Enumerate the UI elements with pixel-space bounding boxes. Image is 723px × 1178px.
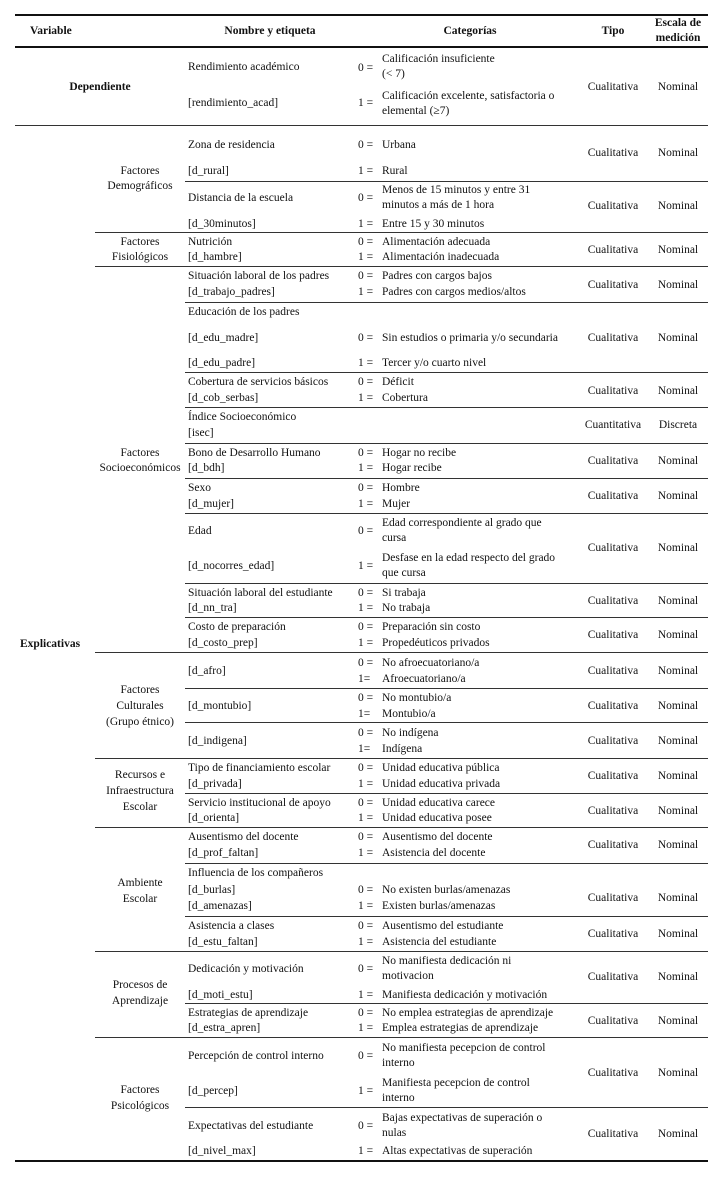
category: Manifiesta dedicación y motivación	[382, 989, 548, 1001]
row-label: [d_trabajo_padres]	[188, 286, 275, 298]
category: Manifiesta pecepcion de control	[382, 1077, 530, 1089]
rule	[185, 1003, 708, 1004]
row-label: [d_mujer]	[188, 498, 234, 510]
row-name: Costo de preparación	[188, 621, 286, 633]
category: Alimentación adecuada	[382, 236, 491, 248]
category: (< 7)	[382, 68, 405, 80]
escala-cell: Nominal	[657, 735, 699, 747]
row-name: Influencia de los compañeros	[188, 867, 324, 879]
category: Cobertura	[382, 392, 428, 404]
factor-fisiologicos-2: Fisiológicos	[111, 251, 169, 263]
row-label: [d_burlas]	[188, 884, 236, 896]
header-escala: Escala de	[654, 17, 702, 29]
code-1: 1 =	[358, 357, 374, 369]
escala-cell: Nominal	[657, 1015, 699, 1027]
escala-cell: Nominal	[657, 770, 699, 782]
tipo-cell: Cualitativa	[587, 385, 639, 397]
category: Hogar recibe	[382, 462, 442, 474]
row-name: Cobertura de servicios básicos	[188, 376, 329, 388]
rule	[185, 443, 708, 444]
escala-cell: Nominal	[657, 244, 699, 256]
code-1: 1 =	[358, 286, 374, 298]
factor-culturales-3: (Grupo étnico)	[105, 716, 175, 728]
code-0: 0 =	[358, 797, 374, 809]
code-0: 0 =	[358, 376, 374, 388]
row-label: [d_edu_padre]	[188, 357, 256, 369]
category: Hombre	[382, 482, 420, 494]
category: Unidad educativa posee	[382, 812, 492, 824]
row-label: [d_costo_prep]	[188, 637, 258, 649]
rule	[185, 617, 708, 618]
row-label: [d_orienta]	[188, 812, 240, 824]
tipo-cell: Cualitativa	[587, 1128, 639, 1140]
code-1: 1 =	[358, 778, 374, 790]
code-1: 1 =	[358, 1085, 374, 1097]
code-1: 1 =	[358, 847, 374, 859]
category: Padres con cargos bajos	[382, 270, 492, 282]
category: No trabaja	[382, 602, 431, 614]
code-0: 0 =	[358, 920, 374, 932]
code-1: 1 =	[358, 97, 374, 109]
row-name: Servicio institucional de apoyo	[188, 797, 331, 809]
factor-recursos-2: Infraestructura	[106, 785, 174, 797]
tipo-cell: Cualitativa	[587, 542, 639, 554]
rule	[95, 758, 708, 759]
factor-culturales: Factores	[120, 684, 160, 696]
code-0: 0 =	[358, 332, 374, 344]
row-name: Edad	[188, 525, 212, 537]
category: interno	[382, 1092, 415, 1104]
code-0: 0 =	[358, 831, 374, 843]
category: Asistencia del docente	[382, 847, 486, 859]
factor-procesos-2: Aprendizaje	[111, 995, 169, 1007]
code-1: 1 =	[358, 1145, 374, 1157]
rule	[185, 302, 708, 303]
tipo-cell: Cualitativa	[587, 629, 639, 641]
category: Padres con cargos medios/altos	[382, 286, 526, 298]
row-name: Ausentismo del docente	[188, 831, 299, 843]
row-label: [d_prof_faltan]	[188, 847, 259, 859]
category: nulas	[382, 1127, 407, 1139]
category: Hogar no recibe	[382, 447, 457, 459]
row-label: [d_nocorres_edad]	[188, 560, 275, 572]
code-1: 1 =	[358, 602, 374, 614]
factor-demograficos-2: Demográficos	[107, 180, 173, 192]
code-1: 1 =	[358, 165, 374, 177]
row-label: [d_moti_estu]	[188, 989, 253, 1001]
category: Preparación sin costo	[382, 621, 481, 633]
row-label: [d_nivel_max]	[188, 1145, 256, 1157]
escala-cell: Nominal	[657, 595, 699, 607]
tipo-cell: Cualitativa	[587, 279, 639, 291]
escala-cell: Nominal	[657, 200, 699, 212]
code-1: 1 =	[358, 392, 374, 404]
category: Propedéuticos privados	[382, 637, 490, 649]
category: No indígena	[382, 727, 439, 739]
factor-demograficos: Factores	[120, 165, 160, 177]
rule	[185, 407, 708, 408]
group-explicativas: Explicativas	[20, 638, 81, 650]
code-1: 1 =	[358, 900, 374, 912]
tipo-cell: Cualitativa	[587, 839, 639, 851]
code-1: 1 =	[358, 462, 374, 474]
code-0: 0 =	[358, 270, 374, 282]
code-0: 0 =	[358, 762, 374, 774]
row-label: [d_cob_serbas]	[188, 392, 259, 404]
code-1: 1=	[358, 743, 371, 755]
table-bottom-rule	[15, 1160, 708, 1162]
factor-ambiente: Ambiente	[117, 877, 163, 889]
category: Alimentación inadecuada	[382, 251, 500, 263]
code-1: 1 =	[358, 812, 374, 824]
rule	[185, 513, 708, 514]
row-name: Índice Socioeconómico	[188, 411, 297, 423]
tipo-cell: Cualitativa	[587, 735, 639, 747]
rule	[185, 863, 708, 864]
factor-socioeconomicos-2: Socioeconómicos	[99, 462, 181, 474]
code-0: 0 =	[358, 692, 374, 704]
tipo-cell: Cualitativa	[587, 244, 639, 256]
code-0: 0 =	[358, 963, 374, 975]
header-categorias: Categorías	[443, 25, 497, 37]
escala-cell: Nominal	[657, 542, 699, 554]
code-0: 0 =	[358, 447, 374, 459]
factor-culturales-2: Culturales	[116, 700, 164, 712]
tipo-cell: Cualitativa	[587, 805, 639, 817]
header-escala-2: medición	[655, 32, 701, 44]
row-name: Estrategias de aprendizaje	[188, 1007, 309, 1019]
tipo-cell: Cualitativa	[587, 770, 639, 782]
escala-cell: Discreta	[658, 419, 698, 431]
escala-cell: Nominal	[657, 455, 699, 467]
category: que cursa	[382, 567, 426, 579]
factor-recursos-3: Escolar	[122, 801, 158, 813]
tipo-cell: Cualitativa	[587, 200, 639, 212]
code-0: 0 =	[358, 587, 374, 599]
row-label: [d_edu_madre]	[188, 332, 259, 344]
category: Calificación excelente, satisfactoria o	[382, 90, 555, 102]
tipo-cell: Cualitativa	[587, 892, 639, 904]
category: No existen burlas/amenazas	[382, 884, 511, 896]
escala-cell: Nominal	[657, 490, 699, 502]
row-name: Situación laboral del estudiante	[188, 587, 333, 599]
code-1: 1 =	[358, 989, 374, 1001]
escala-cell: Nominal	[657, 700, 699, 712]
escala-cell: Nominal	[657, 1128, 699, 1140]
tipo-cell: Cualitativa	[587, 1067, 639, 1079]
tipo-cell: Cualitativa	[587, 971, 639, 983]
category: Si trabaja	[382, 587, 426, 599]
tipo-cell: Cualitativa	[587, 332, 639, 344]
code-1: 1 =	[358, 218, 374, 230]
category: Emplea estrategias de aprendizaje	[382, 1022, 539, 1034]
code-1: 1 =	[358, 251, 374, 263]
tipo-cell: Cualitativa	[587, 1015, 639, 1027]
code-0: 0 =	[358, 884, 374, 896]
row-label: [d_percep]	[188, 1085, 238, 1097]
table-top-rule	[15, 14, 708, 16]
escala-cell: Nominal	[657, 839, 699, 851]
category: Edad correspondiente al grado que	[382, 517, 542, 529]
category: Bajas expectativas de superación o	[382, 1112, 543, 1124]
category: minutos a más de 1 hora	[382, 199, 495, 211]
code-1: 1 =	[358, 560, 374, 572]
category: Entre 15 y 30 minutos	[382, 218, 485, 230]
row-label: [d_indigena]	[188, 735, 247, 747]
row-label: [d_nn_tra]	[188, 602, 237, 614]
rule	[95, 652, 708, 653]
row-name: Situación laboral de los padres	[188, 270, 330, 282]
escala-cell: Nominal	[657, 971, 699, 983]
factor-psicologicos-2: Psicológicos	[110, 1100, 170, 1112]
header-nombre: Nombre y etiqueta	[224, 25, 316, 37]
category: Unidad educativa carece	[382, 797, 496, 809]
rule	[95, 1037, 708, 1038]
escala-cell: Nominal	[657, 81, 699, 93]
group-dependiente: Dependiente	[69, 81, 131, 93]
escala-cell: Nominal	[657, 629, 699, 641]
code-0: 0 =	[358, 1007, 374, 1019]
row-name: Expectativas del estudiante	[188, 1120, 314, 1132]
category: No afroecuatoriano/a	[382, 657, 480, 669]
row-label: [rendimiento_acad]	[188, 97, 279, 109]
category: Unidad educativa privada	[382, 778, 501, 790]
row-label: [d_amenazas]	[188, 900, 252, 912]
header-bottom-rule	[15, 46, 708, 48]
factor-procesos: Procesos de	[112, 979, 168, 991]
category: Afroecuatoriano/a	[382, 673, 466, 685]
rule	[185, 583, 708, 584]
row-name: Tipo de financiamiento escolar	[188, 762, 331, 774]
category: interno	[382, 1057, 415, 1069]
category: No montubio/a	[382, 692, 452, 704]
rule	[185, 181, 708, 182]
category: Sin estudios o primaria y/o secundaria	[382, 332, 558, 344]
category: Existen burlas/amenazas	[382, 900, 496, 912]
tipo-cell: Cualitativa	[587, 147, 639, 159]
category: Asistencia del estudiante	[382, 936, 497, 948]
category: Tercer y/o cuarto nivel	[382, 357, 487, 369]
category: Urbana	[382, 139, 416, 151]
row-name: Sexo	[188, 482, 211, 494]
factor-ambiente-2: Escolar	[122, 893, 158, 905]
tipo-cell: Cualitativa	[587, 81, 639, 93]
row-name: Asistencia a clases	[188, 920, 275, 932]
code-0: 0 =	[358, 1120, 374, 1132]
rule	[185, 1107, 708, 1108]
row-label: [d_montubio]	[188, 700, 252, 712]
row-label: [d_hambre]	[188, 251, 242, 263]
code-1: 1=	[358, 708, 371, 720]
code-0: 0 =	[358, 482, 374, 494]
rule-dependiente	[15, 125, 708, 126]
row-label: [d_privada]	[188, 778, 242, 790]
row-label: [d_estra_apren]	[188, 1022, 261, 1034]
row-name: Distancia de la escuela	[188, 192, 294, 204]
rule	[185, 722, 708, 723]
header-tipo: Tipo	[601, 25, 625, 37]
code-0: 0 =	[358, 727, 374, 739]
escala-cell: Nominal	[657, 147, 699, 159]
escala-cell: Nominal	[657, 332, 699, 344]
tipo-cell: Cualitativa	[587, 665, 639, 677]
category: Ausentismo del docente	[382, 831, 493, 843]
code-0: 0 =	[358, 657, 374, 669]
escala-cell: Nominal	[657, 928, 699, 940]
escala-cell: Nominal	[657, 805, 699, 817]
row-name: Percepción de control interno	[188, 1050, 324, 1062]
category: Indígena	[382, 743, 423, 755]
factor-psicologicos: Factores	[120, 1084, 160, 1096]
category: Montubio/a	[382, 708, 436, 720]
code-0: 0 =	[358, 139, 374, 151]
escala-cell: Nominal	[657, 665, 699, 677]
tipo-cell: Cualitativa	[587, 928, 639, 940]
category: Mujer	[382, 498, 411, 510]
code-0: 0 =	[358, 525, 374, 537]
category: elemental (≥7)	[382, 105, 450, 117]
category: No manifiesta dedicación ni	[382, 955, 512, 967]
code-0: 0 =	[358, 236, 374, 248]
tipo-cell: Cuantitativa	[584, 419, 642, 431]
escala-cell: Nominal	[657, 279, 699, 291]
category: Unidad educativa pública	[382, 762, 500, 774]
row-label: [d_rural]	[188, 165, 229, 177]
escala-cell: Nominal	[657, 892, 699, 904]
code-1: 1 =	[358, 936, 374, 948]
row-label: [d_afro]	[188, 665, 226, 677]
row-name: Nutrición	[188, 236, 233, 248]
tipo-cell: Cualitativa	[587, 455, 639, 467]
code-0: 0 =	[358, 1050, 374, 1062]
category: Altas expectativas de superación	[382, 1145, 533, 1157]
row-name: Educación de los padres	[188, 306, 300, 318]
code-0: 0 =	[358, 192, 374, 204]
category: No emplea estrategias de aprendizaje	[382, 1007, 554, 1019]
rule	[95, 232, 708, 233]
code-1: 1=	[358, 673, 371, 685]
factor-fisiologicos: Factores	[120, 236, 160, 248]
rule	[185, 793, 708, 794]
row-name: Dedicación y motivación	[188, 963, 304, 975]
row-name: Zona de residencia	[188, 139, 275, 151]
escala-cell: Nominal	[657, 385, 699, 397]
category: Rural	[382, 165, 408, 177]
rule	[95, 266, 708, 267]
row-label: [isec]	[188, 427, 214, 439]
rule	[185, 688, 708, 689]
code-1: 1 =	[358, 498, 374, 510]
row-name: Rendimiento académico	[188, 61, 300, 73]
rule	[95, 951, 708, 952]
code-1: 1 =	[358, 637, 374, 649]
code-0: 0 =	[358, 621, 374, 633]
factor-socioeconomicos: Factores	[120, 447, 160, 459]
rule	[185, 916, 708, 917]
rule	[95, 827, 708, 828]
escala-cell: Nominal	[657, 1067, 699, 1079]
row-label: [d_estu_faltan]	[188, 936, 258, 948]
category: Déficit	[382, 376, 414, 388]
code-0: 0 =	[358, 62, 374, 74]
category: Menos de 15 minutos y entre 31	[382, 184, 531, 196]
rule	[185, 372, 708, 373]
category: motivacion	[382, 970, 434, 982]
category: cursa	[382, 532, 407, 544]
tipo-cell: Cualitativa	[587, 490, 639, 502]
factor-recursos: Recursos e	[114, 769, 166, 781]
row-name: Bono de Desarrollo Humano	[188, 447, 321, 459]
rule	[185, 478, 708, 479]
category: Calificación insuficiente	[382, 53, 495, 65]
category: Desfase en la edad respecto del grado	[382, 552, 556, 564]
row-label: [d_30minutos]	[188, 218, 256, 230]
category: No manifiesta pecepcion de control	[382, 1042, 546, 1054]
tipo-cell: Cualitativa	[587, 595, 639, 607]
category: Ausentismo del estudiante	[382, 920, 504, 932]
tipo-cell: Cualitativa	[587, 700, 639, 712]
header-variable: Variable	[30, 25, 72, 37]
code-1: 1 =	[358, 1022, 374, 1034]
row-label: [d_bdh]	[188, 462, 225, 474]
